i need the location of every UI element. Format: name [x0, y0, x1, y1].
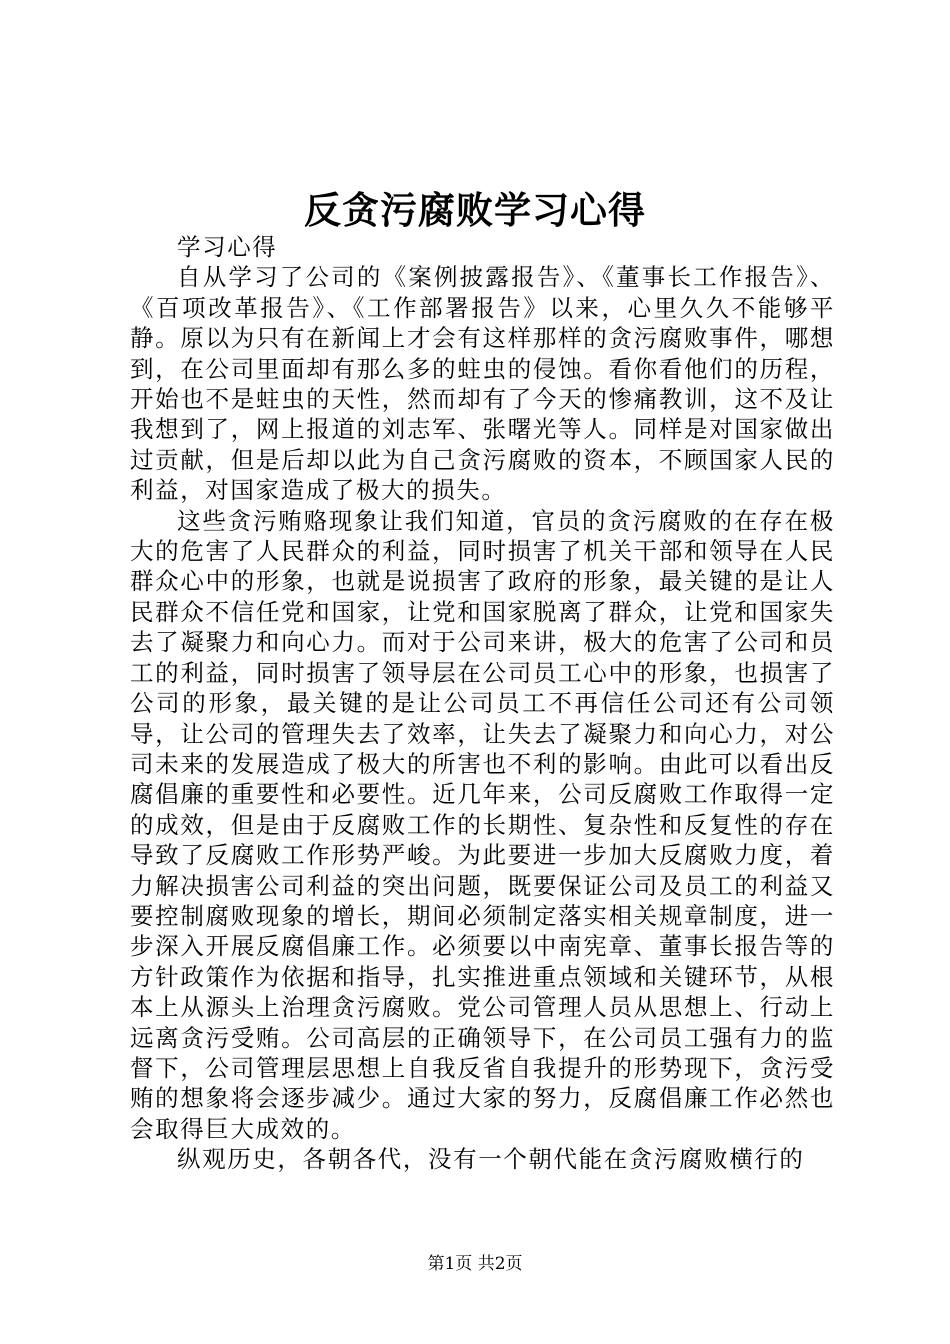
- document-title: 反贪污腐败学习心得: [304, 188, 646, 232]
- paragraph-1: 自从学习了公司的《案例披露报告》、《董事长工作报告》、《百项改革报告》、《工作部署报告》以来，心里久久不能够平静。原以为只有在新闻上才会有这样那样的贪污腐败事件，哪想到，在公司里面却有那么多的蛀虫的侵蚀。看你看他们的历程，开始也不是蛀虫的天性，然而却有了今天的惨痛教训，这不及让我想到了，网上报道的刘志军、张曙光等人。同样是对国家做出过贡献，但是后却以此为自己贪污腐败的资本，不顾国家人民的利益，对国家造成了极大的损失。: [130, 263, 835, 505]
- subheading: 学习心得: [177, 233, 278, 261]
- paragraph-2: 这些贪污贿赂现象让我们知道，官员的贪污腐败的在存在极大的危害了人民群众的利益，同时损害了机关干部和领导在人民群众心中的形象，也就是说损害了政府的形象，最关键的是让人民群众不信任党和国家，让党和国家脱离了群众，让党和国家失去了凝聚力和向心力。而对于公司来讲，极大的危害了公司和员工的利益，同时损害了领导层在公司员工心中的形象，也损害了公司的形象，最关键的是让公司员工不再信任公司还有公司领导，让公司的管理失去了效率，让失去了凝聚力和向心力，对公司未来的发展造成了极大的所害也不利的影响。由此可以看出反腐倡廉的重要性和必要性。近几年来，公司反腐败工作取得一定的成效，但是由于反腐败工作的长期性、复杂性和反复性的存在导致了反腐败工作形势严峻。为此要进一步加大反腐败力度，着力解决损害公司利益的突出问题，既要保证公司及员工的利益又要控制腐败现象的增长，期间必须制定落实相关规章制度，进一步深入开展反腐倡廉工作。必须要以中南宪章、董事长报告等的方针政策作为依据和指导，扎实推进重点领域和关键环节，从根本上从源头上治理贪污腐败。党公司管理人员从思想上、行动上远离贪污受贿。公司高层的正确领导下，在公司员工强有力的监督下，公司管理层思想上自我反省自我提升的形势现下，贪污受贿的想象将会逐步减少。通过大家的努力，反腐倡廉工作必然也会取得巨大成效的。: [130, 506, 835, 1143]
- paragraph-3: 纵观历史，各朝各代，没有一个朝代能在贪污腐败横行的: [177, 1145, 805, 1174]
- page-number-footer: 第1页 共2页: [427, 1254, 523, 1274]
- document-body: [130, 232, 835, 1175]
